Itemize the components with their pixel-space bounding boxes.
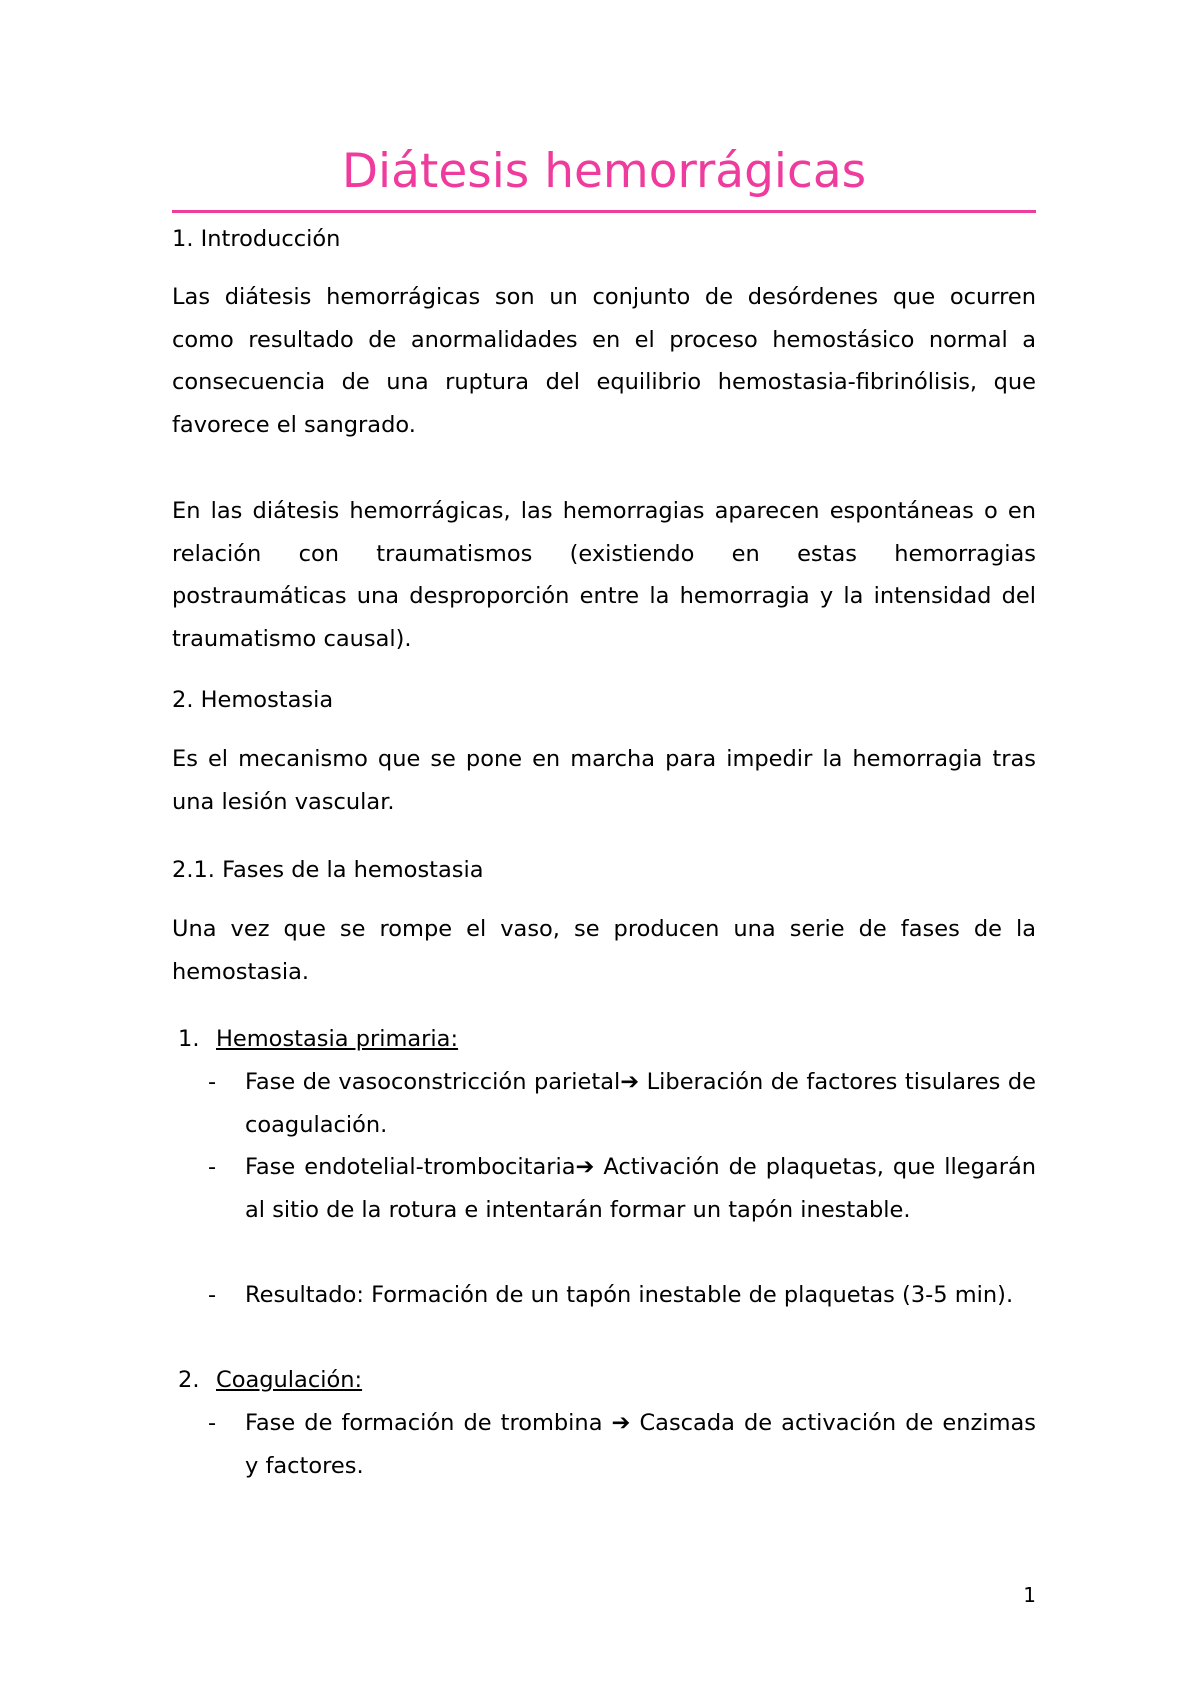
intro-paragraph-2: En las diátesis hemorrágicas, las hemorragias aparecen espontáneas o en relación con traumatismos (existiendo en estas hemorragias postraumáticas una desproporción entre la hemorragia y la intensidad del traumatismo causal). [172, 498, 1036, 652]
phase-number: 1. [178, 1026, 200, 1052]
intro-paragraph-1: Las diátesis hemorrágicas son un conjunto de desórdenes que ocurren como resultado de anormalidades en el proceso hemostásico normal a consecuencia de una ruptura del equilibrio hemostasia-fibrinólisis, que favorece el sangrado. [172, 284, 1036, 438]
phase-1-bullet-1: Fase de vasoconstricción parietal➔ Liberación de factores tisulares de coagulación. [245, 1069, 1036, 1138]
document-title: Diátesis hemorrágicas [341, 144, 867, 199]
bullet-marker: - [208, 1282, 217, 1308]
phase-number: 2. [178, 1367, 200, 1393]
title-underline-rule [172, 210, 1036, 213]
bullet-marker: - [208, 1410, 217, 1436]
phase-title-coagulacion: Coagulación: [216, 1367, 363, 1393]
phase-title-hemostasia-primaria: Hemostasia primaria: [216, 1026, 459, 1052]
section-heading-introduccion: 1. Introducción [172, 226, 341, 252]
phase-1-bullet-3: Resultado: Formación de un tapón inestable de plaquetas (3-5 min). [245, 1282, 1014, 1308]
hemostasia-paragraph: Es el mecanismo que se pone en marcha para impedir la hemorragia tras una lesión vascular. [172, 746, 1036, 815]
bullet-marker: - [208, 1069, 217, 1095]
bullet-marker: - [208, 1154, 217, 1180]
fases-paragraph: Una vez que se rompe el vaso, se producen una serie de fases de la hemostasia. [172, 916, 1036, 985]
phase-2-bullet-1: Fase de formación de trombina ➔ Cascada de activación de enzimas y factores. [245, 1410, 1036, 1479]
page-number: 1 [1023, 1583, 1036, 1607]
phase-1-bullet-2: Fase endotelial-trombocitaria➔ Activación de plaquetas, que llegarán al sitio de la rotura e intentarán formar un tapón inestable. [245, 1154, 1036, 1223]
section-heading-hemostasia: 2. Hemostasia [172, 687, 334, 713]
section-heading-fases: 2.1. Fases de la hemostasia [172, 857, 484, 883]
